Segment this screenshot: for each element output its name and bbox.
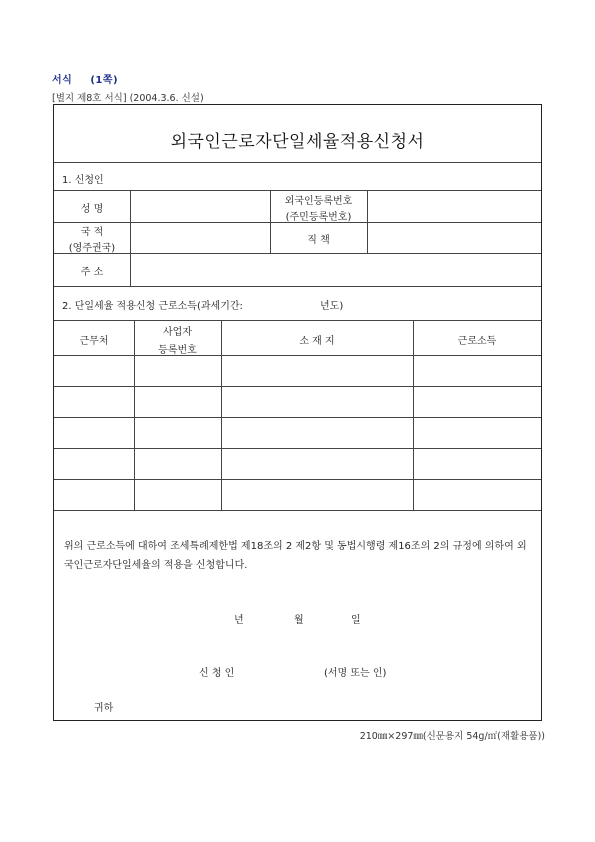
divider — [130, 190, 131, 286]
registration-number-label: 외국인등록번호 — [284, 196, 353, 207]
form-label — [52, 71, 118, 86]
nationality-label: 국 적 — [80, 227, 104, 238]
divider — [54, 355, 541, 356]
column-header-business-number: 사업자 — [163, 327, 192, 338]
date-day-label: 일 — [351, 615, 361, 626]
permanent-residence-label: (영주권국) — [68, 243, 116, 254]
divider — [54, 386, 541, 387]
resident-number-label: (주민등록번호) — [285, 212, 352, 223]
divider — [54, 190, 541, 191]
form-title: 외국인근로자단일세율적용신청서 — [170, 132, 425, 152]
section1-heading: 1. 신청인 — [62, 175, 104, 186]
address-label: 주 소 — [80, 267, 104, 278]
divider — [54, 448, 541, 449]
paper-spec: 210㎜×297㎜(신문용지 54g/㎡(재활용품)) — [359, 731, 545, 742]
column-header-location: 소 재 지 — [299, 336, 335, 347]
declaration-text: 위의 근로소득에 대하여 조세특례제한법 제18조의 2 제2항 및 동법시행령 제16조의 2의 규정에 의하여 외국인근로자단일세율의 적용을 신청합니다. — [64, 541, 527, 571]
divider — [54, 510, 541, 511]
divider — [367, 190, 368, 253]
date-month-label: 월 — [294, 615, 304, 626]
section2-heading-suffix: 년도) — [320, 301, 344, 312]
divider — [54, 162, 541, 163]
form-reference: [별지 제8호 서식] (2004.3.6. 신설) — [52, 93, 204, 104]
divider — [221, 320, 222, 510]
date-year-label: 년 — [234, 615, 244, 626]
signature-label: (서명 또는 인) — [324, 668, 387, 679]
column-header-income: 근로소득 — [457, 336, 497, 347]
name-label: 성 명 — [80, 204, 104, 215]
section2-heading: 2. 단일세율 적용신청 근로소득(과세기간: — [62, 301, 243, 312]
column-header-business-number-line2: 등록번호 — [158, 345, 197, 356]
form-frame — [53, 104, 542, 721]
divider — [54, 286, 541, 287]
divider — [54, 320, 541, 321]
divider — [54, 417, 541, 418]
page-number-label: (1쪽) — [90, 75, 119, 86]
recipient-label: 귀하 — [94, 703, 114, 714]
column-header-workplace: 근무처 — [79, 336, 109, 347]
applicant-label: 신 청 인 — [199, 668, 235, 679]
divider — [54, 479, 541, 480]
divider — [413, 320, 414, 510]
position-label: 직 책 — [307, 235, 330, 246]
form-label-text: 서식 — [52, 75, 73, 86]
